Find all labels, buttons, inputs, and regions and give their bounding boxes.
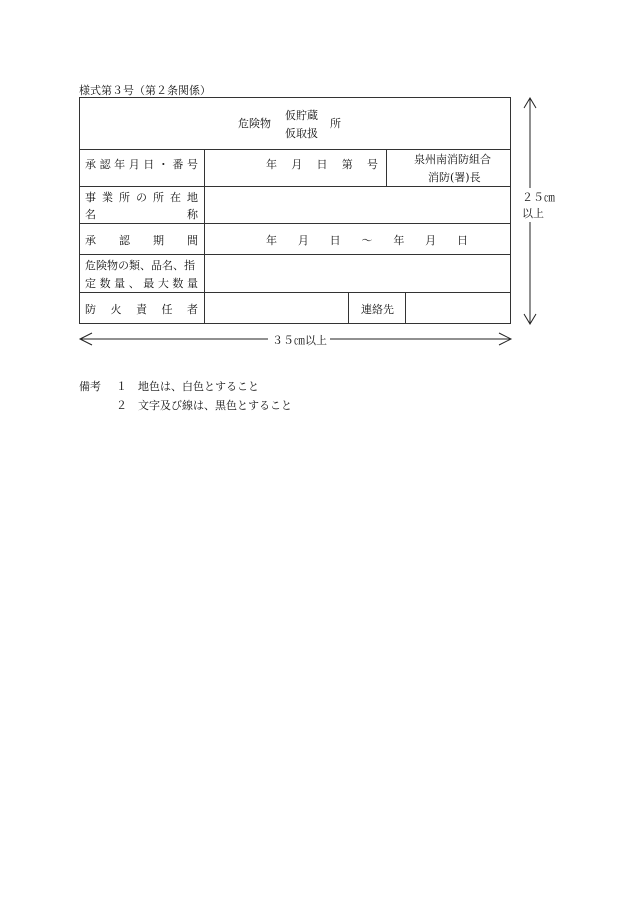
name-label-right: 称	[187, 208, 198, 221]
remark-number: ２	[116, 399, 127, 412]
approval-date-label: 承 認 年 月 日 ・ 番 号	[85, 158, 198, 171]
address-label: 事 業 所 の 所 在 地	[85, 191, 198, 204]
sign-title-suffix: 所	[330, 117, 341, 130]
approval-period-label: 承 認 期 間	[85, 234, 198, 247]
hazmat-label-line-2: 定 数 量 、 最 大 数 量	[85, 277, 198, 290]
remark-text: 地色は、白色とすること	[138, 380, 259, 393]
approval-period-value: 年 月 日 ～ 年 月 日	[266, 234, 468, 247]
remark-number: １	[116, 380, 127, 393]
remark-text: 文字及び線は、黒色とすること	[138, 399, 292, 412]
form-number-label: 様式第３号（第２条関係）	[79, 84, 211, 97]
approval-date-value: 年 月 日 第 号	[266, 158, 378, 171]
width-dimension-label: ３５㎝以上	[272, 334, 327, 347]
authority-name: 泉州南消防組合	[414, 153, 491, 166]
height-dimension-label	[522, 188, 555, 222]
sign-title-prefix: 危険物	[238, 117, 271, 130]
sign-title-option-storage: 仮貯蔵	[285, 109, 318, 122]
name-label-left: 名	[85, 208, 96, 221]
height-dimension-value: ２５㎝	[522, 191, 555, 204]
authority-title: 消防(署)長	[428, 171, 481, 184]
height-dimension-suffix: 以上	[522, 207, 544, 220]
hazmat-label-line-1: 危険物の類、品名、指	[85, 259, 195, 272]
fire-manager-label: 防 火 責 任 者	[85, 303, 198, 316]
contact-label: 連絡先	[361, 303, 394, 316]
sign-title-option-handling: 仮取扱	[285, 127, 318, 140]
remarks-heading: 備考	[79, 380, 101, 393]
